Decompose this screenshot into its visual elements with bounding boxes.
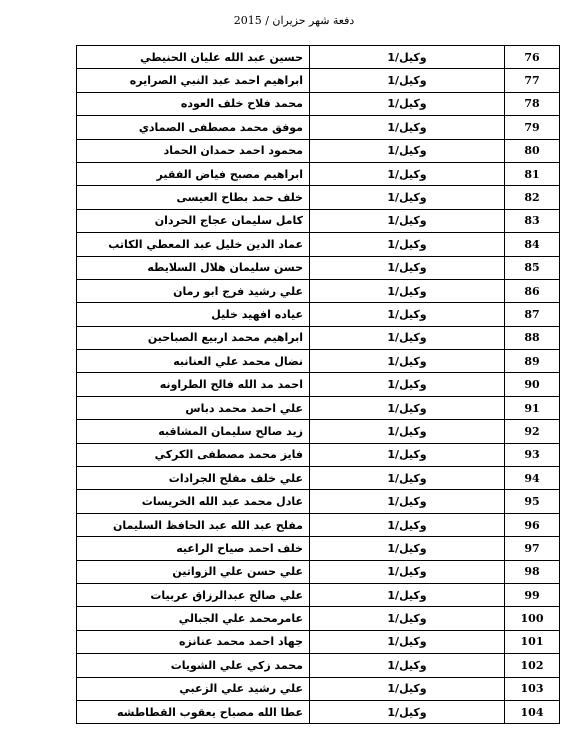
row-number: 78 [505,92,560,115]
row-rank: وكيل/1 [310,256,505,279]
row-number: 88 [505,326,560,349]
row-name: حسين عبد الله عليان الحنيطي [77,46,310,69]
row-number: 84 [505,233,560,256]
table-row [77,560,560,583]
row-rank: وكيل/1 [310,700,505,723]
row-rank: وكيل/1 [310,279,505,302]
table-row [77,116,560,139]
roster-table [76,45,560,724]
row-number: 104 [505,700,560,723]
table-row [77,279,560,302]
row-name: خلف احمد صياح الراعيه [77,537,310,560]
row-rank: وكيل/1 [310,209,505,232]
row-rank: وكيل/1 [310,186,505,209]
table-row [77,256,560,279]
row-rank: وكيل/1 [310,233,505,256]
row-number: 87 [505,303,560,326]
row-name: محمد فلاح خلف العوده [77,92,310,115]
roster-table-body [77,46,560,724]
row-number: 98 [505,560,560,583]
row-number: 101 [505,630,560,653]
row-number: 86 [505,279,560,302]
row-rank: وكيل/1 [310,162,505,185]
row-number: 82 [505,186,560,209]
row-name: جهاد احمد محمد عنانزه [77,630,310,653]
table-row [77,46,560,69]
row-number: 97 [505,537,560,560]
table-row [77,420,560,443]
row-rank: وكيل/1 [310,396,505,419]
row-rank: وكيل/1 [310,607,505,630]
row-name: مفلح عبد الله عبد الحافظ السليمان [77,513,310,536]
row-rank: وكيل/1 [310,92,505,115]
row-rank: وكيل/1 [310,537,505,560]
row-rank: وكيل/1 [310,303,505,326]
table-row [77,443,560,466]
table-row [77,350,560,373]
row-name: علي احمد محمد دباس [77,396,310,419]
row-number: 79 [505,116,560,139]
row-number: 76 [505,46,560,69]
table-row [77,69,560,92]
table-row [77,396,560,419]
row-rank: وكيل/1 [310,654,505,677]
table-row [77,677,560,700]
row-number: 85 [505,256,560,279]
row-rank: وكيل/1 [310,46,505,69]
row-rank: وكيل/1 [310,677,505,700]
row-name: خلف حمد بطاح العيسى [77,186,310,209]
table-row [77,139,560,162]
row-name: علي رشيد فرج ابو رمان [77,279,310,302]
row-number: 80 [505,139,560,162]
row-rank: وكيل/1 [310,630,505,653]
row-rank: وكيل/1 [310,116,505,139]
row-number: 102 [505,654,560,677]
row-rank: وكيل/1 [310,420,505,443]
row-name: محمود احمد حمدان الحماد [77,139,310,162]
row-number: 81 [505,162,560,185]
table-row [77,373,560,396]
table-row [77,537,560,560]
row-number: 96 [505,513,560,536]
row-name: عماد الدين خليل عبد المعطي الكاتب [77,233,310,256]
row-number: 103 [505,677,560,700]
row-rank: وكيل/1 [310,490,505,513]
row-number: 99 [505,583,560,606]
table-row [77,209,560,232]
table-row [77,467,560,490]
table-row [77,607,560,630]
row-rank: وكيل/1 [310,513,505,536]
row-rank: وكيل/1 [310,583,505,606]
row-name: حسن سليمان هلال السلايطه [77,256,310,279]
row-rank: وكيل/1 [310,69,505,92]
row-rank: وكيل/1 [310,350,505,373]
row-name: عامرمحمد علي الجبالي [77,607,310,630]
table-row [77,700,560,723]
row-rank: وكيل/1 [310,443,505,466]
table-row [77,326,560,349]
table-row [77,630,560,653]
row-name: ابراهيم محمد اربيع الصباحين [77,326,310,349]
row-name: نضال محمد علي العنانبه [77,350,310,373]
row-name: احمد مد الله فالح الطراونه [77,373,310,396]
row-number: 93 [505,443,560,466]
row-rank: وكيل/1 [310,560,505,583]
row-name: موفق محمد مصطفى الصمادي [77,116,310,139]
row-number: 100 [505,607,560,630]
table-row [77,513,560,536]
row-name: عطا الله مصباح يعقوب القطاطشه [77,700,310,723]
row-number: 77 [505,69,560,92]
page-title: دفعة شهر حزيران / 2015 [233,14,355,27]
row-number: 90 [505,373,560,396]
table-row [77,186,560,209]
row-number: 91 [505,396,560,419]
row-rank: وكيل/1 [310,467,505,490]
row-name: عياده افهيد خليل [77,303,310,326]
table-row [77,303,560,326]
row-name: كامل سليمان عجاج الحردان [77,209,310,232]
row-name: محمد زكي علي الشويات [77,654,310,677]
row-name: عادل محمد عبد الله الخريسات [77,490,310,513]
row-rank: وكيل/1 [310,373,505,396]
table-row [77,654,560,677]
table-row [77,583,560,606]
table-row [77,233,560,256]
row-number: 95 [505,490,560,513]
row-rank: وكيل/1 [310,326,505,349]
row-rank: وكيل/1 [310,139,505,162]
row-name: علي حسن علي الزواتين [77,560,310,583]
row-number: 83 [505,209,560,232]
table-row [77,490,560,513]
row-name: علي صالح عبدالرزاق عربيات [77,583,310,606]
table-row [77,92,560,115]
row-name: ابراهيم مصبح فياض الفقير [77,162,310,185]
table-row [77,162,560,185]
row-name: علي خلف مفلح الجرادات [77,467,310,490]
row-name: ابراهيم احمد عبد النبي الصرايره [77,69,310,92]
row-name: علي رشيد علي الزعبي [77,677,310,700]
row-number: 94 [505,467,560,490]
row-name: فايز محمد مصطفى الكركي [77,443,310,466]
row-number: 92 [505,420,560,443]
row-number: 89 [505,350,560,373]
row-name: زيد صالح سليمان المشاقبه [77,420,310,443]
